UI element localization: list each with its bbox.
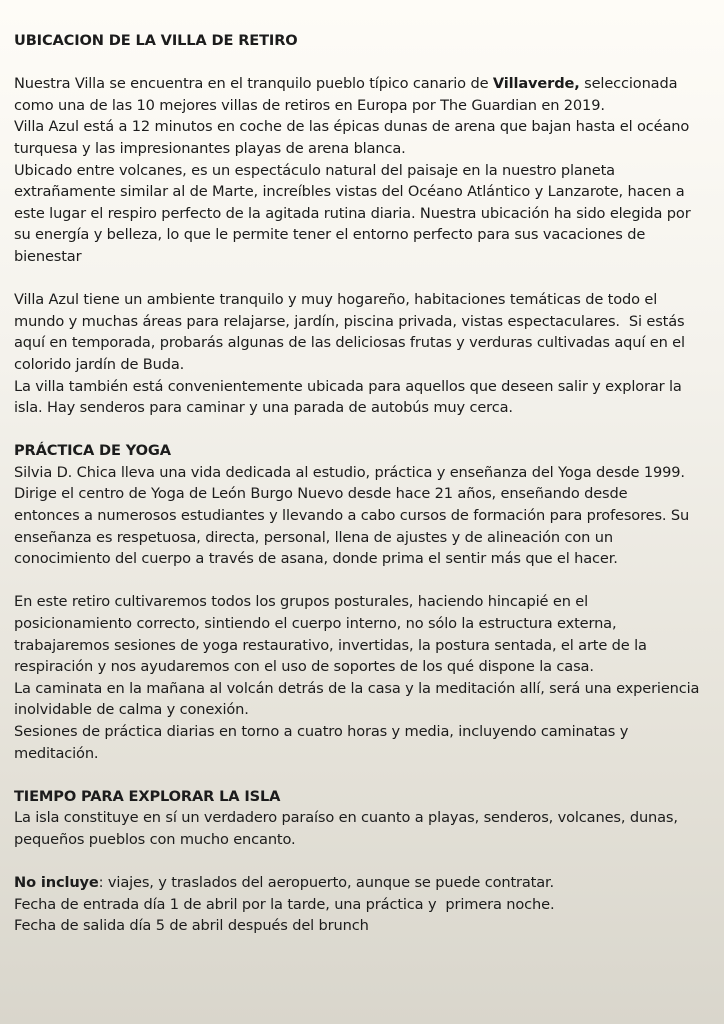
text-line: enseñanza es respetuosa, directa, personal, llena de ajustes y de alineación con un [14, 528, 613, 546]
text-line: bienestar [14, 247, 82, 265]
text-line: pequeños pueblos con mucho encanto. [14, 830, 296, 848]
text-line: Villa Azul está a 12 minutos en coche de las épicas dunas de arena que bajan hasta el océano [14, 118, 690, 136]
text-line: mundo y muchas áreas para relajarse, jardín, piscina privada, vistas espectaculares. Si estás [14, 312, 685, 330]
section-heading-yoga: PRÁCTICA DE YOGA [14, 442, 171, 460]
paragraph-logistics [14, 872, 710, 937]
spacer [14, 419, 710, 441]
spacer [14, 268, 710, 290]
text-line: respiración y nos ayudaremos con el uso de soportes de los qué dispone la casa. [14, 658, 594, 676]
text-line: su energía y belleza, lo que le permite tener el entorno perfecto para sus vacaciones de [14, 226, 646, 244]
text-line: La isla constituye en sí un verdadero paraíso en cuanto a playas, senderos, volcanes, dunas, [14, 809, 678, 827]
text-line: Dirige el centro de Yoga de León Burgo Nuevo desde hace 21 años, enseñando desde [14, 485, 628, 503]
text-line: este lugar el respiro perfecto de la agitada rutina diaria. Nuestra ubicación ha sido elegida por [14, 204, 691, 222]
text-line: Ubicado entre volcanes, es un espectáculo natural del paisaje en la nuestro planeta [14, 161, 615, 179]
check-out-line: Fecha de salida día 5 de abril después del brunch [14, 917, 369, 935]
spacer [14, 570, 710, 592]
text-line: En este retiro cultivaremos todos los grupos posturales, haciendo hincapié en el [14, 593, 589, 611]
text-line: isla. Hay senderos para caminar y una parada de autobús muy cerca. [14, 399, 513, 417]
bold-place-name: Villaverde, [492, 75, 580, 93]
text-line: colorido jardín de Buda. [14, 355, 185, 373]
text-line: como una de las 10 mejores villas de retiros en Europa por The Guardian en 2019. [14, 96, 605, 114]
text-line [14, 73, 710, 95]
section-heading-ubicacion: UBICACION DE LA VILLA DE RETIRO [14, 32, 298, 49]
spacer [14, 851, 710, 873]
text-line: trabajaremos sesiones de yoga restaurativo, invertidas, la postura sentada, el arte de la [14, 636, 647, 654]
text-line: extrañamente similar al de Marte, increíbles vistas del Océano Atlántico y Lanzarote, hacen a [14, 183, 685, 201]
section-heading-explorar: TIEMPO PARA EXPLORAR LA ISLA [14, 787, 281, 805]
bold-not-included-label: No incluye [14, 874, 99, 892]
check-in-line: Fecha de entrada día 1 de abril por la tarde, una práctica y primera noche. [14, 895, 555, 913]
paragraph-island [14, 807, 710, 850]
paragraph-retreat-practice [14, 591, 710, 764]
text-line: Silvia D. Chica lleva una vida dedicada al estudio, práctica y enseñanza del Yoga desde 1999. [14, 463, 685, 481]
spacer [14, 52, 710, 74]
text-line: aquí en temporada, probarás algunas de las deliciosas frutas y verduras cultivadas aquí en el [14, 334, 685, 352]
text-span: seleccionada [579, 75, 678, 93]
text-line [14, 872, 710, 894]
text-line: Sesiones de práctica diarias en torno a cuatro horas y media, incluyendo caminatas y [14, 723, 629, 740]
text-line: Villa Azul tiene un ambiente tranquilo y muy hogareño, habitaciones temáticas de todo el [14, 291, 658, 309]
text-span: : viajes, y traslados del aeropuerto, aunque se puede contratar. [98, 874, 555, 892]
text-line: entonces a numerosos estudiantes y llevando a cabo cursos de formación para profesores. Su [14, 507, 690, 525]
text-line: inolvidable de calma y conexión. [14, 701, 249, 719]
text-line: La villa también está convenientemente ubicada para aquellos que deseen salir y explorar la [14, 377, 682, 395]
paragraph-ubicacion [14, 73, 710, 267]
text-line: turquesa y las impresionantes playas de arena blanca. [14, 139, 406, 157]
paragraph-villa-azul [14, 289, 710, 419]
text-line: conocimiento del cuerpo a través de asana, donde prima el sentir más que el hacer. [14, 550, 618, 568]
text-line: La caminata en la mañana al volcán detrás de la casa y la meditación allí, será una experiencia [14, 679, 700, 697]
text-line: meditación. [14, 744, 99, 762]
spacer [14, 764, 710, 786]
text-line: posicionamiento correcto, sintiendo el cuerpo interno, no sólo la estructura externa, [14, 615, 617, 633]
paragraph-instructor [14, 462, 710, 570]
text-span: Nuestra Villa se encuentra en el tranquilo pueblo típico canario de [14, 75, 493, 93]
